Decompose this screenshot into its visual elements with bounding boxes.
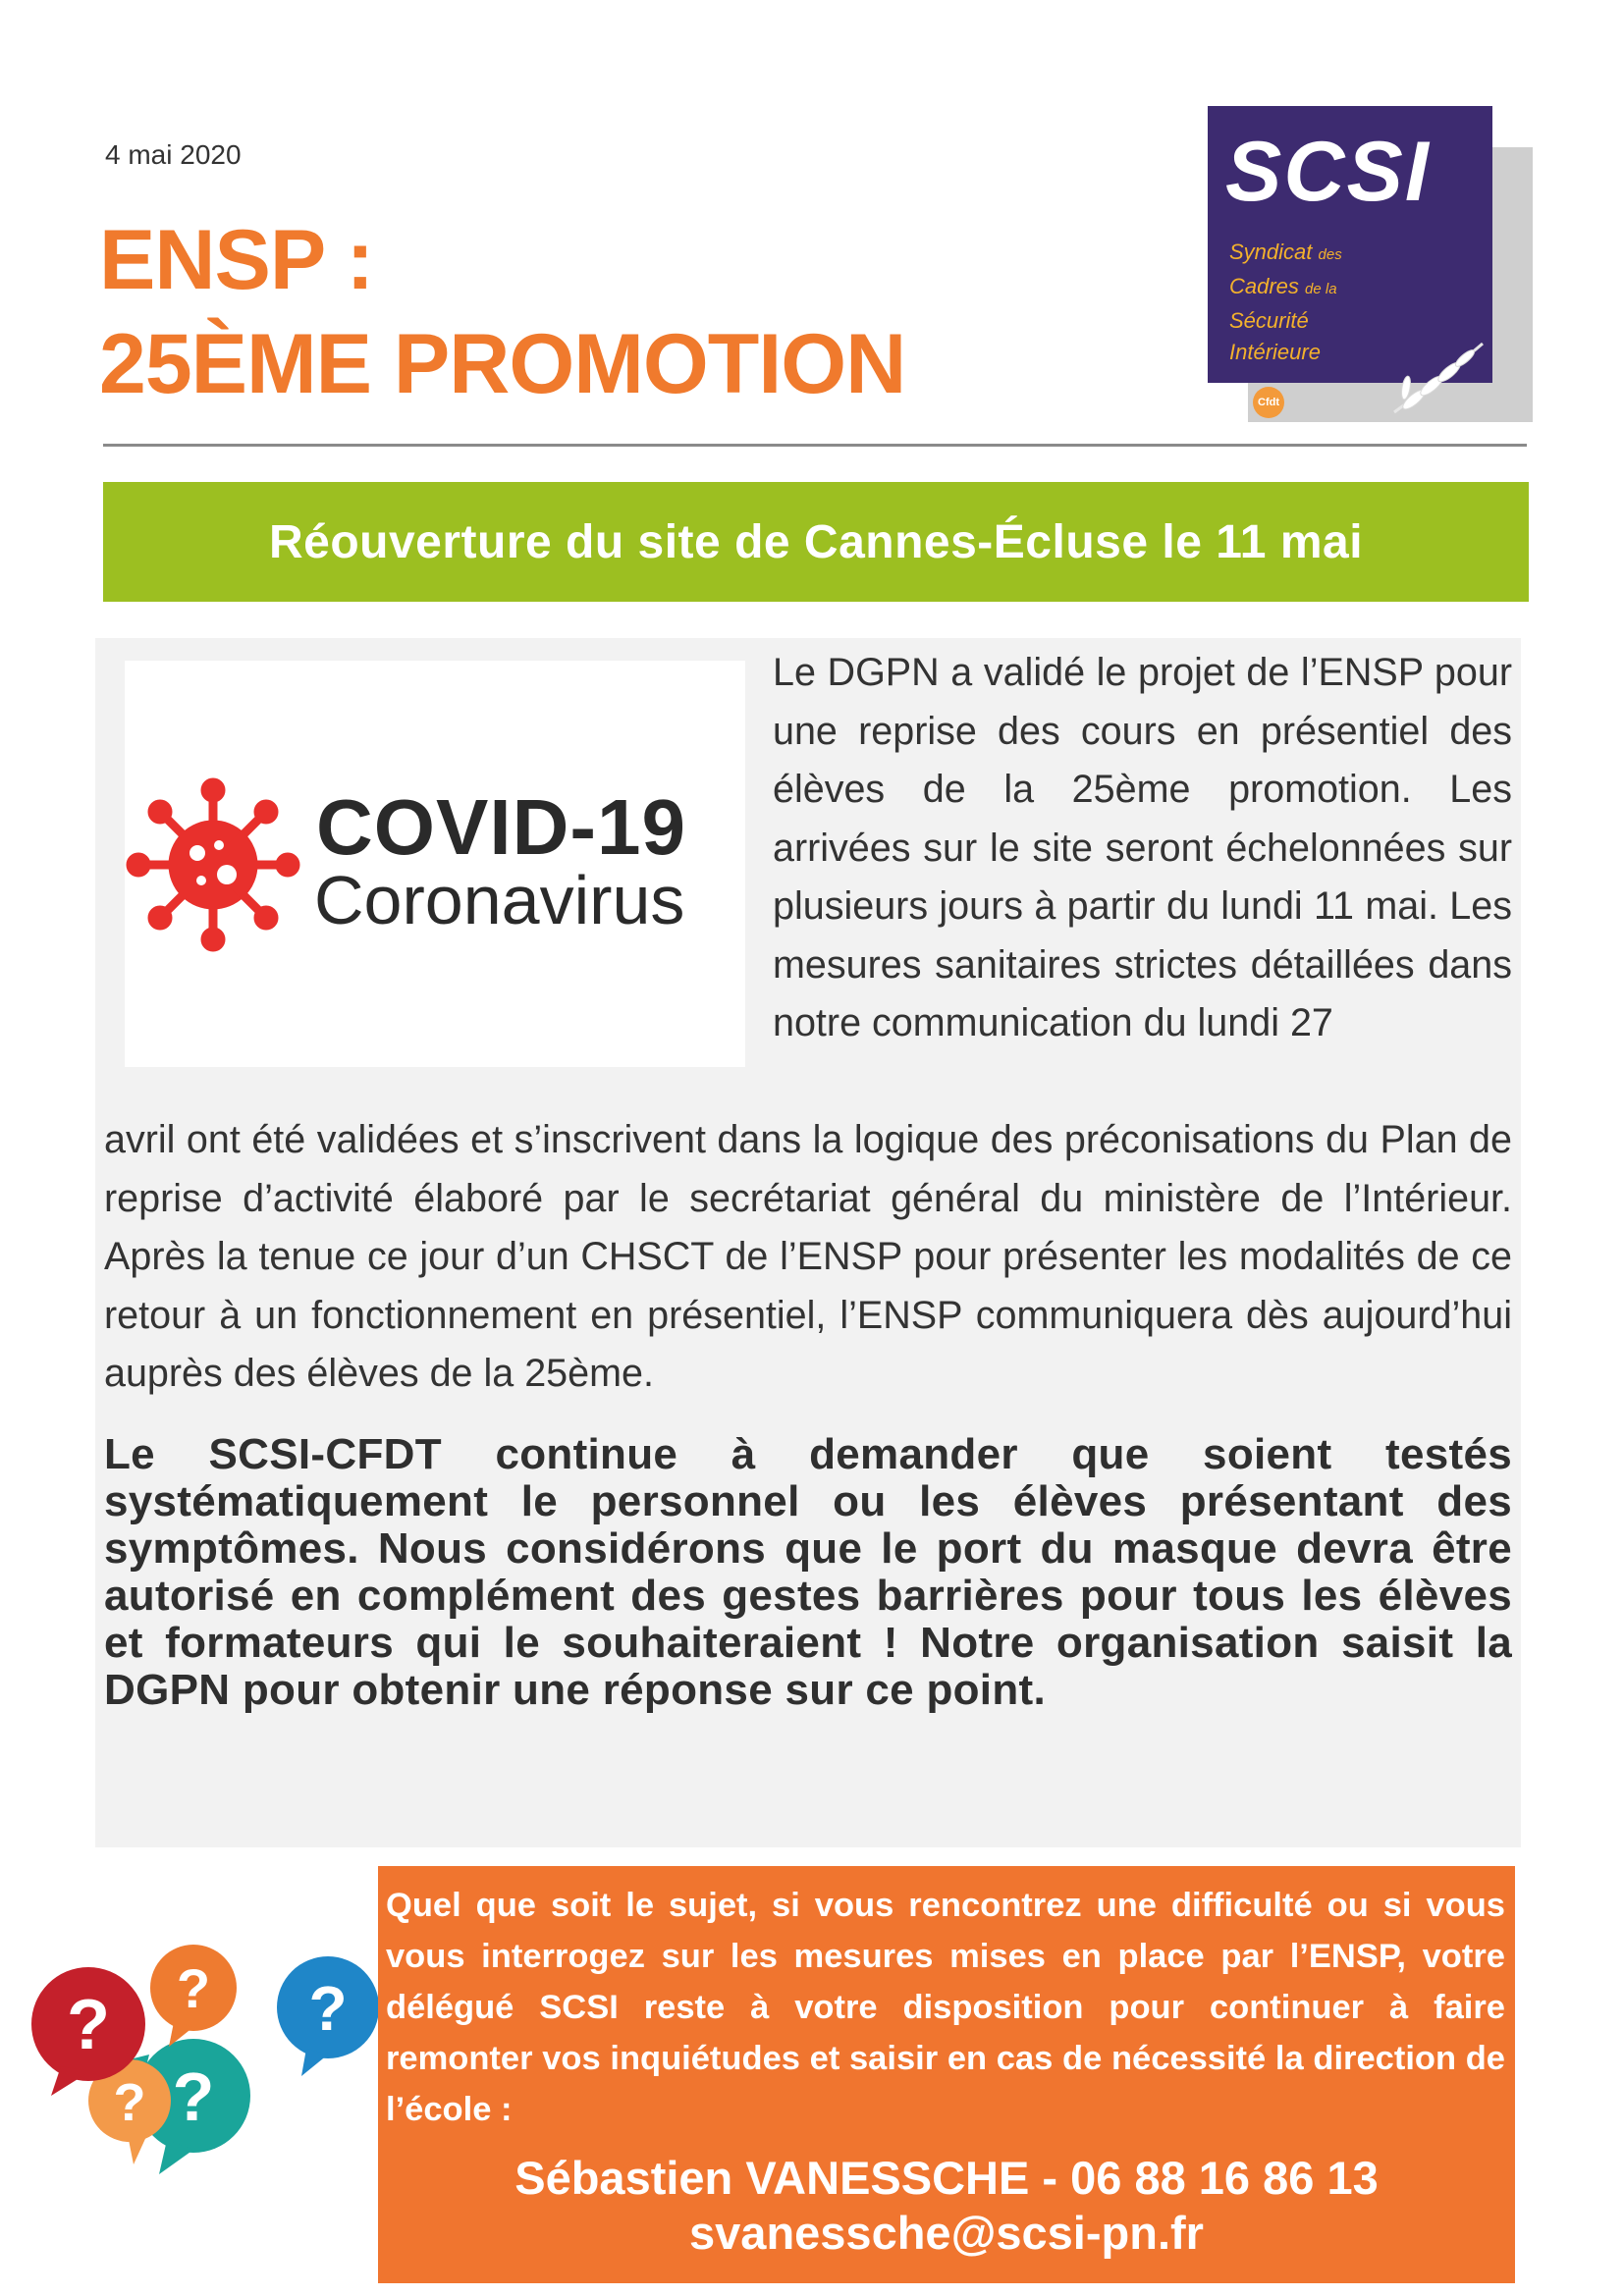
- article-paragraph-top: Le DGPN a validé le projet de l’ENSP pour une reprise des cours en présentiel des élèves de la 25ème promotion. Les arrivées sur le site seront échelonnées sur plusieurs jours à partir du lundi 11 mai. Les mesures sanitaires strictes détaillées dans notre communication du lundi 27: [773, 651, 1512, 1044]
- logo-description: [1229, 237, 1342, 368]
- contact-box: [378, 1866, 1515, 2283]
- logo-word-des: des: [1318, 246, 1342, 263]
- logo-name: SCSI: [1225, 125, 1431, 219]
- bubble-red-mark: ?: [67, 1986, 110, 2064]
- article-paragraph-bottom: avril ont été validées et s’inscrivent dans la logique des préconisations du Plan de reprise d’activité élaboré par le secrétariat général du ministère de l’Intérieur. Après la tenue ce jour d’un CHSCT de l’ENSP pour présenter les modalités de ce retour à un fonctionnement en présentiel, l’ENSP communiquera dès aujourd’hui auprès des élèves de la 25ème.: [104, 1118, 1512, 1395]
- logo-word-cadres: Cadres: [1229, 274, 1299, 298]
- covid-image: [125, 661, 745, 1067]
- banner-text: Réouverture du site de Cannes-Écluse le 11 mai: [268, 515, 1364, 568]
- logo-word-interieure: Intérieure: [1229, 340, 1321, 364]
- bubble-orange-low-mark: ?: [113, 2073, 146, 2132]
- bubble-teal-mark: ?: [172, 2058, 215, 2135]
- title-line-2: 25ÈME PROMOTION: [99, 317, 906, 411]
- question-bubbles-icon: [12, 1929, 395, 2194]
- headline-banner: [103, 482, 1529, 602]
- logo-word-securite: Sécurité: [1229, 308, 1309, 333]
- covid-subtitle: Coronavirus: [314, 862, 685, 938]
- logo-word-de-la: de la: [1305, 281, 1337, 297]
- logo-word-syndicat: Syndicat: [1229, 240, 1313, 264]
- virus-icon: [125, 776, 301, 953]
- header-divider: [103, 444, 1527, 447]
- document-date: 4 mai 2020: [105, 139, 242, 170]
- title-line-1: ENSP :: [99, 213, 374, 307]
- contact-person: Sébastien VANESSCHE - 06 88 16 86 13: [514, 2152, 1379, 2204]
- page-title: [99, 208, 905, 416]
- contact-email-link[interactable]: svanessche@scsi-pn.fr: [689, 2207, 1204, 2259]
- article-statement: Le SCSI-CFDT continue à demander que soient testés systématiquement le personnel ou les élèves présentant des symptômes. Nous considérons que le port du masque devra être autorisé en complément des gestes barrières pour tous les élèves et formateurs qui le souhaiteraient ! Notre organisation saisit la DGPN pour obtenir une réponse sur ce point.: [104, 1430, 1512, 1714]
- bubble-blue-mark: ?: [308, 1973, 348, 2044]
- laurel-icon: [1384, 339, 1492, 417]
- cfdt-badge: Cfdt: [1253, 387, 1284, 418]
- covid-title: COVID-19: [316, 783, 686, 871]
- contact-message: Quel que soit le sujet, si vous rencontrez une difficulté ou si vous vous interrogez sur les mesures mises en place par l’ENSP, votre délégué SCSI reste à votre disposition pour continuer à faire remonter vos inquiétudes et saisir en cas de nécessité la direction de l’école :: [386, 1887, 1505, 2128]
- bubble-orange-high-mark: ?: [176, 1957, 211, 2019]
